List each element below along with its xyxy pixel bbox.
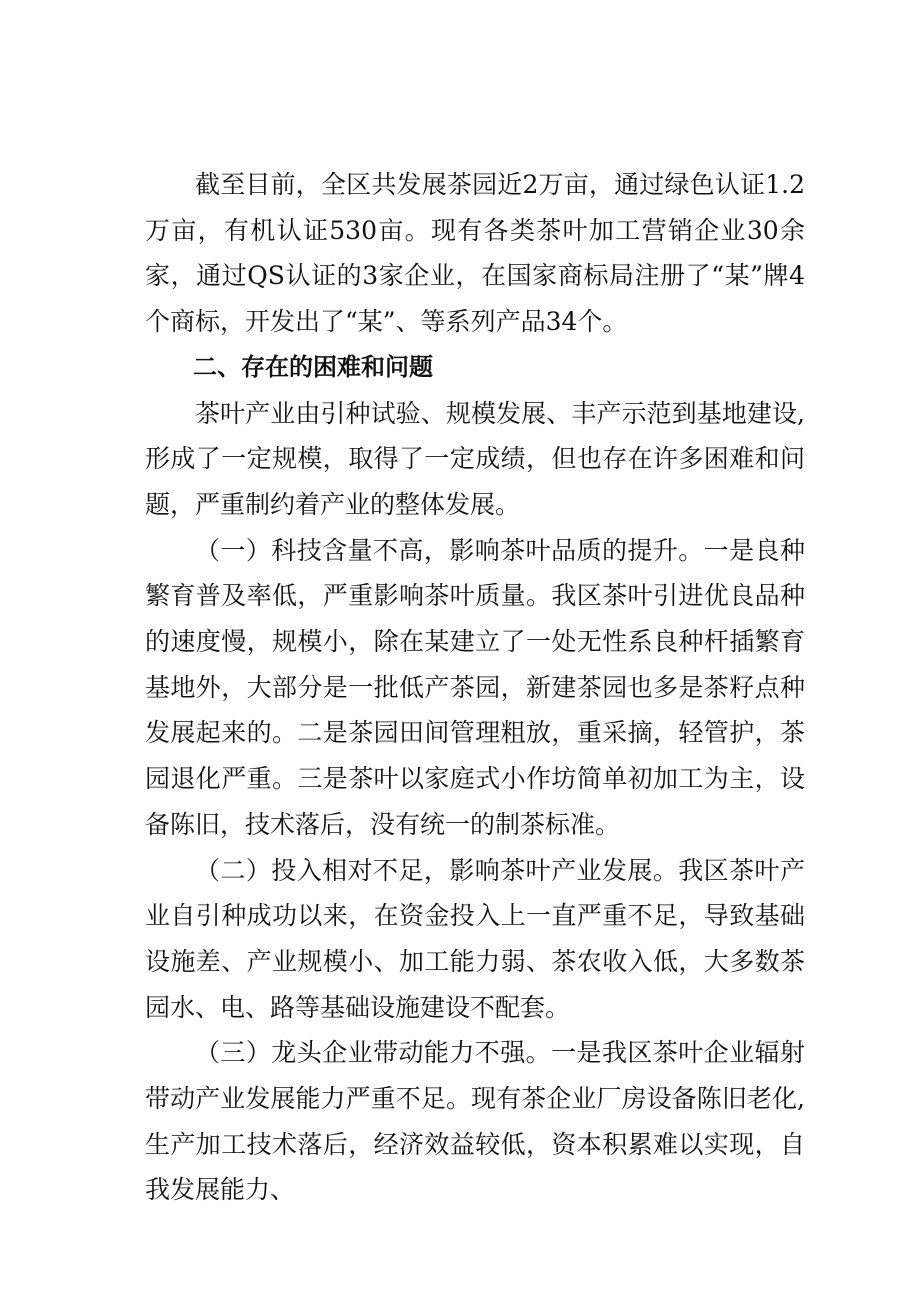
- paragraph-tea-garden-stats: 截至目前，全区共发展茶园近2万亩，通过绿色认证1.2万亩，有机认证530亩。现有各类茶叶加工营销企业30余家，通过QS认证的3家企业，在国家商标局注册了“某”牌4个商标，开发出了“某”、等系列产品34个。: [145, 170, 805, 337]
- document-body: [145, 162, 805, 1213]
- paragraph-problem-technology: （一）科技含量不高，影响茶叶品质的提升。一是良种繁育普及率低，严重影响茶叶质量。我区茶叶引进优良品种的速度慢，规模小，除在某建立了一处无性系良种杆插繁育基地外，大部分是一批低产茶园，新建茶园也多是茶籽点种发展起来的。二是茶园田间管理粗放，重采摘，轻管护，茶园退化严重。三是茶叶以家庭式小作坊简单初加工为主，设备陈旧，技术落后，没有统一的制茶标准。: [145, 535, 805, 839]
- section-heading-difficulties: 二、存在的困难和问题: [193, 352, 433, 381]
- paragraph-industry-overview: 茶叶产业由引种试验、规模发展、丰产示范到基地建设,形成了一定规模，取得了一定成绩，但也存在许多困难和问题，严重制约着产业的整体发展。: [145, 398, 805, 519]
- paragraph-problem-leading-enterprises: （三）龙头企业带动能力不强。一是我区茶叶企业辐射带动产业发展能力严重不足。现有茶企业厂房设备陈旧老化,生产加工技术落后，经济效益较低，资本积累难以实现，自我发展能力、: [145, 1038, 805, 1205]
- paragraph-problem-investment: （二）投入相对不足，影响茶叶产业发展。我区茶叶产业自引种成功以来，在资金投入上一直严重不足，导致基础设施差、产业规模小、加工能力弱、茶农收入低，大多数茶园水、电、路等基础设施建设不配套。: [145, 855, 805, 1022]
